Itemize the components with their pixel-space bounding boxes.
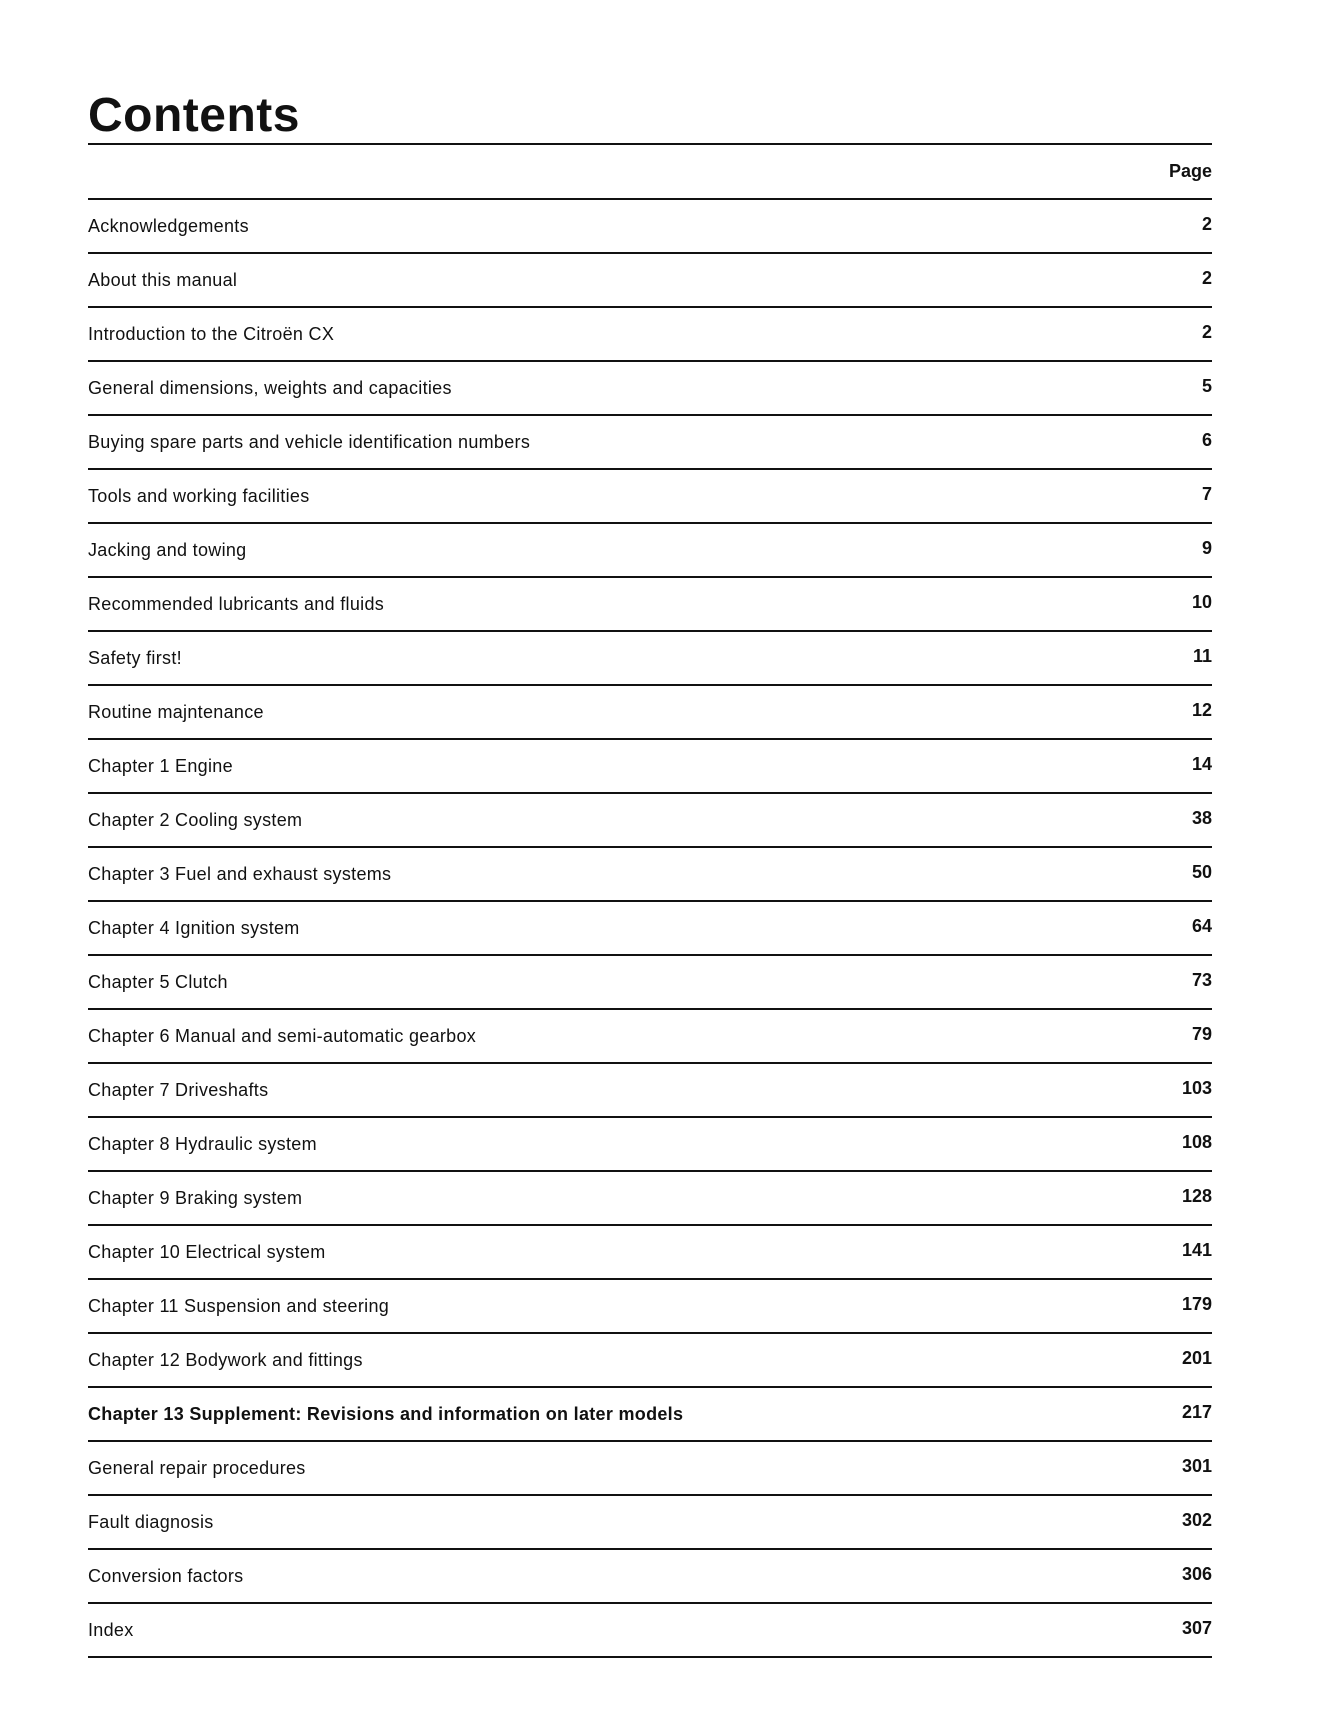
- toc-entry-page-number: 64: [1191, 916, 1212, 936]
- toc-entry[interactable]: [88, 848, 1212, 902]
- toc-entry-page-number: 10: [1191, 592, 1212, 612]
- toc-entry-page-number: 9: [1201, 538, 1212, 558]
- title-divider: [88, 143, 1212, 145]
- toc-entry-page-number: 302: [1181, 1510, 1212, 1530]
- toc-entry-label: Routine majntenance: [88, 702, 264, 722]
- toc-entry-label: Chapter 6 Manual and semi-automatic gearbox: [88, 1026, 477, 1046]
- toc-entry[interactable]: [88, 1388, 1212, 1442]
- toc-entry-page-number: 12: [1191, 700, 1212, 720]
- toc-entry[interactable]: [88, 1496, 1212, 1550]
- toc-entry-page-number: 6: [1201, 430, 1212, 450]
- toc-entry-page-number: 50: [1191, 862, 1212, 882]
- toc-entry[interactable]: [88, 1550, 1212, 1604]
- toc-entry[interactable]: [88, 1010, 1212, 1064]
- toc-entry[interactable]: [88, 1334, 1212, 1388]
- toc-entry-label: Safety first!: [88, 648, 182, 668]
- toc-entry-page-number: 7: [1201, 484, 1212, 504]
- toc-entry[interactable]: [88, 308, 1212, 362]
- toc-entry-page-number: 73: [1191, 970, 1212, 990]
- toc-entry-page-number: 2: [1201, 214, 1212, 234]
- toc-entry-page-number: 5: [1201, 376, 1212, 396]
- toc-entry-label: Chapter 8 Hydraulic system: [88, 1134, 317, 1154]
- toc-entry-label: Index: [88, 1620, 134, 1640]
- toc-entry[interactable]: [88, 686, 1212, 740]
- toc-entry-label: Chapter 2 Cooling system: [88, 810, 303, 830]
- toc-entry-page-number: 307: [1181, 1618, 1212, 1638]
- toc-entry-label: Introduction to the Citroën CX: [88, 324, 335, 344]
- toc-entry-page-number: 11: [1192, 646, 1212, 666]
- toc-entry-label: Chapter 10 Electrical system: [88, 1242, 326, 1262]
- toc-entry[interactable]: [88, 362, 1212, 416]
- toc-entry[interactable]: [88, 1604, 1212, 1658]
- toc-entry-label: Chapter 4 Ignition system: [88, 918, 300, 938]
- toc-entry-label: Jacking and towing: [88, 540, 247, 560]
- toc-entry-page-number: 103: [1181, 1078, 1212, 1098]
- toc-entry[interactable]: [88, 524, 1212, 578]
- toc-entry[interactable]: [88, 794, 1212, 848]
- toc-entry-page-number: 14: [1191, 754, 1212, 774]
- toc-entry[interactable]: [88, 956, 1212, 1010]
- toc-entry-label: Chapter 9 Braking system: [88, 1188, 303, 1208]
- toc-entry-label: General repair procedures: [88, 1458, 306, 1478]
- toc-entry-label: Chapter 1 Engine: [88, 756, 233, 776]
- toc-entry-label: Conversion factors: [88, 1566, 244, 1586]
- toc-entry-label: Acknowledgements: [88, 216, 249, 236]
- toc-entry-page-number: 217: [1181, 1402, 1212, 1422]
- toc-entry[interactable]: [88, 1118, 1212, 1172]
- toc-entry-label: Chapter 12 Bodywork and fittings: [88, 1350, 363, 1370]
- toc-entry[interactable]: [88, 902, 1212, 956]
- toc-entry-page-number: 201: [1181, 1348, 1212, 1368]
- page-title: Contents: [88, 89, 300, 142]
- toc-entry-label: Chapter 3 Fuel and exhaust systems: [88, 864, 392, 884]
- toc-entry-label: General dimensions, weights and capacities: [88, 378, 452, 398]
- toc-entry-label: Chapter 5 Clutch: [88, 972, 228, 992]
- toc-entry-label: Chapter 13 Supplement: Revisions and information on later models: [88, 1404, 684, 1424]
- toc-entry[interactable]: [88, 1442, 1212, 1496]
- toc-entry[interactable]: [88, 1280, 1212, 1334]
- toc-entry[interactable]: [88, 200, 1212, 254]
- toc-entry[interactable]: [88, 740, 1212, 794]
- toc-entry[interactable]: [88, 578, 1212, 632]
- toc-entry-page-number: 2: [1201, 322, 1212, 342]
- toc-entry[interactable]: [88, 254, 1212, 308]
- toc-entry-page-number: 108: [1181, 1132, 1212, 1152]
- toc-entry[interactable]: [88, 1226, 1212, 1280]
- toc-entry-page-number: 128: [1181, 1186, 1212, 1206]
- toc-entry-label: About this manual: [88, 270, 238, 290]
- toc-entry[interactable]: [88, 1172, 1212, 1226]
- toc-entry-label: Fault diagnosis: [88, 1512, 214, 1532]
- toc-entry-label: Recommended lubricants and fluids: [88, 594, 385, 614]
- table-of-contents: [88, 198, 1212, 1658]
- toc-entry-label: Chapter 11 Suspension and steering: [88, 1296, 390, 1316]
- toc-entry-page-number: 141: [1181, 1240, 1212, 1260]
- toc-entry-page-number: 2: [1201, 268, 1212, 288]
- toc-entry-label: Tools and working facilities: [88, 486, 310, 506]
- toc-entry[interactable]: [88, 632, 1212, 686]
- toc-entry[interactable]: [88, 1064, 1212, 1118]
- toc-entry-page-number: 38: [1191, 808, 1212, 828]
- toc-entry[interactable]: [88, 470, 1212, 524]
- toc-entry-page-number: 79: [1191, 1024, 1212, 1044]
- toc-entry-page-number: 179: [1181, 1294, 1212, 1314]
- toc-entry-label: Buying spare parts and vehicle identification numbers: [88, 432, 531, 452]
- toc-entry-label: Chapter 7 Driveshafts: [88, 1080, 269, 1100]
- toc-entry-page-number: 306: [1181, 1564, 1212, 1584]
- toc-entry[interactable]: [88, 416, 1212, 470]
- page-column-heading: Page: [1168, 161, 1212, 181]
- toc-entry-page-number: 301: [1181, 1456, 1212, 1476]
